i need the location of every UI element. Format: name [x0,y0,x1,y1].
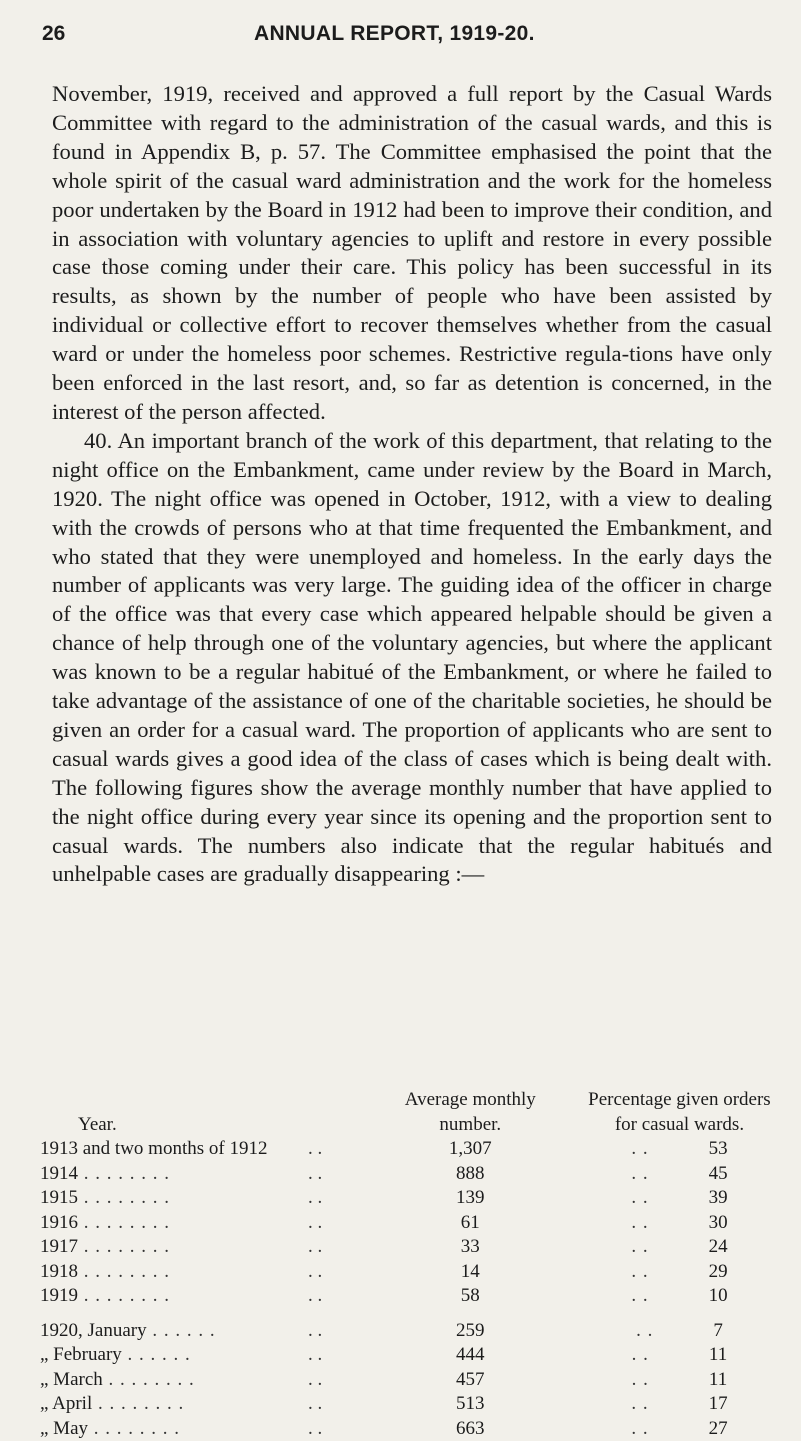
percentage-value: 11 [709,1369,727,1390]
cell-percentage [564,1162,795,1187]
cell-percentage [564,1284,795,1309]
dot-separator: . . [308,1284,322,1309]
table-row [40,1392,795,1417]
dot-leader: . . . . . . . . [103,1369,195,1390]
cell-year [40,1162,377,1187]
percentage-value: 24 [709,1236,728,1257]
table-row [40,1186,795,1211]
cell-average: 513 [377,1392,564,1417]
dot-separator: . . [308,1211,322,1236]
percentage-value: 39 [709,1187,728,1208]
dot-leader: . . . . . . [122,1344,191,1365]
table-header-row [40,1088,795,1137]
header-year: Year. [40,1088,377,1137]
cell-year [40,1186,377,1211]
cell-average: 1,307 [377,1137,564,1162]
body-text [52,80,772,889]
percentage-value: 29 [709,1261,728,1282]
year-label: 1914 [40,1163,78,1184]
year-label: 1915 [40,1187,78,1208]
cell-percentage [564,1392,795,1417]
table-row [40,1162,795,1187]
percentage-value: 10 [709,1285,728,1306]
year-label: „ March [40,1369,103,1390]
dot-separator: . . [632,1369,709,1390]
percentage-value: 7 [713,1320,723,1341]
dot-separator: . . [631,1285,708,1306]
dot-separator: . . [631,1187,708,1208]
dot-separator: . . [308,1343,322,1368]
cell-year [40,1137,377,1162]
dot-separator: . . [631,1236,708,1257]
cell-year [40,1260,377,1285]
cell-year [40,1417,377,1441]
table-row [40,1417,795,1441]
dot-leader: . . . . . . . . [78,1261,170,1282]
table-row [40,1284,795,1309]
dot-leader: . . . . . . . . [78,1163,170,1184]
year-label: „ May [40,1418,88,1439]
cell-year [40,1343,377,1368]
year-label: 1916 [40,1212,78,1233]
year-label: 1920, January [40,1320,147,1341]
percentage-value: 53 [709,1138,728,1159]
year-label: 1913 and two months of 1912 [40,1138,267,1159]
cell-year [40,1319,377,1344]
statistics-table [40,1088,795,1441]
cell-average: 58 [377,1284,564,1309]
year-label: 1918 [40,1261,78,1282]
cell-year [40,1284,377,1309]
dot-separator: . . [631,1138,708,1159]
cell-average: 444 [377,1343,564,1368]
dot-leader: . . . . . . . . [78,1285,170,1306]
dot-separator: . . [308,1186,322,1211]
cell-year [40,1235,377,1260]
header-average: Average monthly number. [377,1088,564,1137]
percentage-value: 27 [709,1418,728,1439]
table-row [40,1343,795,1368]
cell-average: 888 [377,1162,564,1187]
dot-separator: . . [308,1260,322,1285]
dot-separator: . . [632,1344,709,1365]
paragraph-40: 40. An important branch of the work of this department, that relating to the night office on the Embankment, came under review by the Board in March, 1920. The night office was opened in October, 1912, with a view to dealing with the crowds of persons who at that time frequented the Embankment, and who stated that they were unemployed and homeless. In the early days the number of applicants was very large. The guiding idea of the officer in charge of the office was that every case which appeared helpable should be given a chance of help through one of the voluntary agencies, but where the applicant was known to be a regular habitué of the Embankment, or where he failed to take advantage of the assistance of one of the charitable societies, he should be given an order for a casual ward. The proportion of applicants who are sent to casual wards gives a good idea of the class of cases which is being dealt with. The following figures show the average monthly number that have applied to the night office during every year since its opening and the proportion sent to casual wards. The numbers also indicate that the regular habitués and unhelpable cases are gradually disappearing :— [52,427,772,890]
cell-average: 33 [377,1235,564,1260]
cell-percentage [564,1211,795,1236]
cell-average: 139 [377,1186,564,1211]
year-label: „ April [40,1393,92,1414]
year-label: „ February [40,1344,122,1365]
cell-percentage [564,1417,795,1441]
dot-separator: . . [308,1368,322,1393]
percentage-value: 11 [709,1344,727,1365]
dot-leader: . . . . . . [147,1320,216,1341]
dot-leader: . . . . . . . . [78,1212,170,1233]
dot-separator: . . [308,1137,322,1162]
table-row [40,1319,795,1344]
cell-year [40,1392,377,1417]
page-number: 26 [42,22,65,46]
dot-separator: . . [631,1212,708,1233]
dot-separator: . . [636,1320,713,1341]
cell-year [40,1368,377,1393]
cell-percentage [564,1186,795,1211]
cell-percentage [564,1137,795,1162]
dot-leader: . . . . . . . . [78,1236,170,1257]
table-row [40,1235,795,1260]
dot-separator: . . [631,1163,708,1184]
cell-average: 457 [377,1368,564,1393]
table-row [40,1137,795,1162]
paragraph-continuation: November, 1919, received and approved a full report by the Casual Wards Committee with regard to the administration of the casual wards, and this is found in Appendix B, p. 57. The Committee emphasised the point that the whole spirit of the casual ward administration and the work for the homeless poor undertaken by the Board in 1912 had been to improve their condition, and in association with voluntary agencies to uplift and restore in every possible case those coming under their care. This policy has been successful in its results, as shown by the number of people who have been assisted by individual or collective effort to recover themselves whether from the casual ward or under the homeless poor schemes. Restrictive regula-tions have only been enforced in the last resort, and, so far as detention is concerned, in the interest of the person affected. [52,80,772,427]
cell-year [40,1211,377,1236]
dot-leader: . . . . . . . . [78,1187,170,1208]
year-label: 1919 [40,1285,78,1306]
dot-separator: . . [308,1235,322,1260]
dot-separator: . . [631,1393,708,1414]
cell-average: 61 [377,1211,564,1236]
table-gap-row [40,1309,795,1319]
cell-percentage [564,1368,795,1393]
cell-percentage [564,1260,795,1285]
table-row [40,1260,795,1285]
dot-separator: . . [308,1417,322,1441]
dot-leader: . . . . . . . . [88,1418,180,1439]
dot-separator: . . [308,1392,322,1417]
table-row [40,1368,795,1393]
dot-separator: . . [308,1162,322,1187]
percentage-value: 17 [709,1393,728,1414]
dot-separator: . . [308,1319,322,1344]
cell-average: 14 [377,1260,564,1285]
cell-percentage [564,1319,795,1344]
cell-percentage [564,1343,795,1368]
header-percentage: Percentage given orders for casual wards. [564,1088,795,1137]
cell-average: 259 [377,1319,564,1344]
cell-average: 663 [377,1417,564,1441]
percentage-value: 30 [709,1212,728,1233]
year-label: 1917 [40,1236,78,1257]
percentage-value: 45 [709,1163,728,1184]
page-header [0,0,801,70]
cell-percentage [564,1235,795,1260]
dot-separator: . . [631,1418,708,1439]
dot-separator: . . [631,1261,708,1282]
running-title: ANNUAL REPORT, 1919-20. [254,22,535,46]
table-row [40,1211,795,1236]
dot-leader: . . . . . . . . [92,1393,184,1414]
